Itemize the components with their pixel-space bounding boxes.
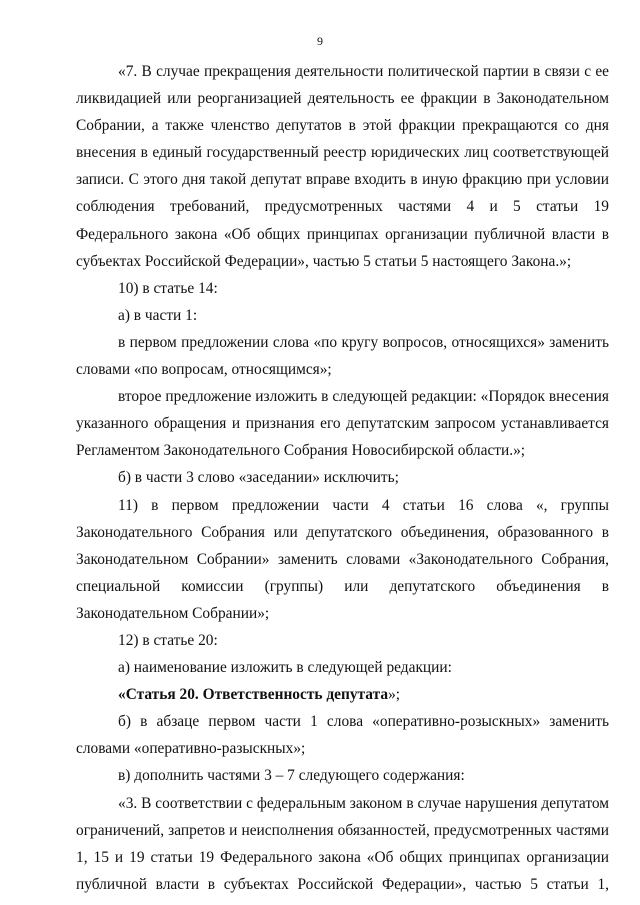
paragraph-item-10b: б) в части 3 слово «заседании» исключить; — [118, 469, 399, 487]
paragraph-item-12: 12) в статье 20: — [118, 631, 218, 649]
paragraph-item-11: 11) в первом предложении части 4 статьи 16 слова «, группы Законодательного Собрания или депутатского объединения, образованного в Законодательном Собрании» заменить словами «Законодательного Собрания, специальной комиссии (группы) или депутатского объединения в Законодательном Собрании»; — [76, 496, 609, 622]
paragraph-item-12b: б) в абзаце первом части 1 слова «оперативно-розыскных» заменить словами «оперативно-разыскных»; — [76, 713, 609, 758]
article-heading-close: »; — [388, 686, 401, 704]
paragraph-first-sentence-change: в первом предложении слова «по кругу вопросов, относящихся» заменить словами «по вопросам, относящимся»; — [76, 333, 609, 379]
paragraph-item-10: 10) в статье 14: — [118, 279, 218, 297]
paragraph-part-3: «3. В соответствии с федеральным законом в случае нарушения депутатом ограничений, запретов и неисполнения обязанностей, предусмотренных частями 1, 15 и 19 статьи 19 Федерального закона «Об общих принципах организации публичной власти в субъектах Российской Федерации», частью 5 статьи 1, — [76, 794, 609, 893]
paragraph-fraction-termination: «7. В случае прекращения деятельности политической партии в связи с ее ликвидацией или реорганизацией деятельность ее фракции в Законодательном Собрании, а также членство депутатов в этой фракции прекращаются со дня внесения в единый государственный реестр юридических лиц соответствующей записи. С этого дня такой депутат вправе входить в иную фракцию при условии соблюдения требований, предусмотренных частями 4 и 5 статьи 19 Федерального закона «Об общих принципах организации публичной власти в субъектах Российской Федерации», частью 5 статьи 5 настоящего Закона.»; — [76, 63, 609, 270]
article-20-heading-line — [76, 681, 609, 708]
page-number: 9 — [317, 34, 323, 48]
document-body — [76, 58, 609, 898]
article-20-heading: Статья 20. Ответственность депутата — [125, 686, 389, 704]
paragraph-second-sentence-change: второе предложение изложить в следующей редакции: «Порядок внесения указанного обращения и признания его депутатским запросом устанавливается Регламентом Законодательного Собрания Новосибирской области.»; — [76, 388, 609, 460]
paragraph-item-12a: а) наименование изложить в следующей редакции: — [118, 659, 452, 677]
paragraph-item-10a: а) в части 1: — [118, 306, 198, 324]
paragraph-item-12v: в) дополнить частями 3 – 7 следующего содержания: — [118, 767, 465, 785]
article-heading-open-quote: « — [118, 686, 126, 704]
